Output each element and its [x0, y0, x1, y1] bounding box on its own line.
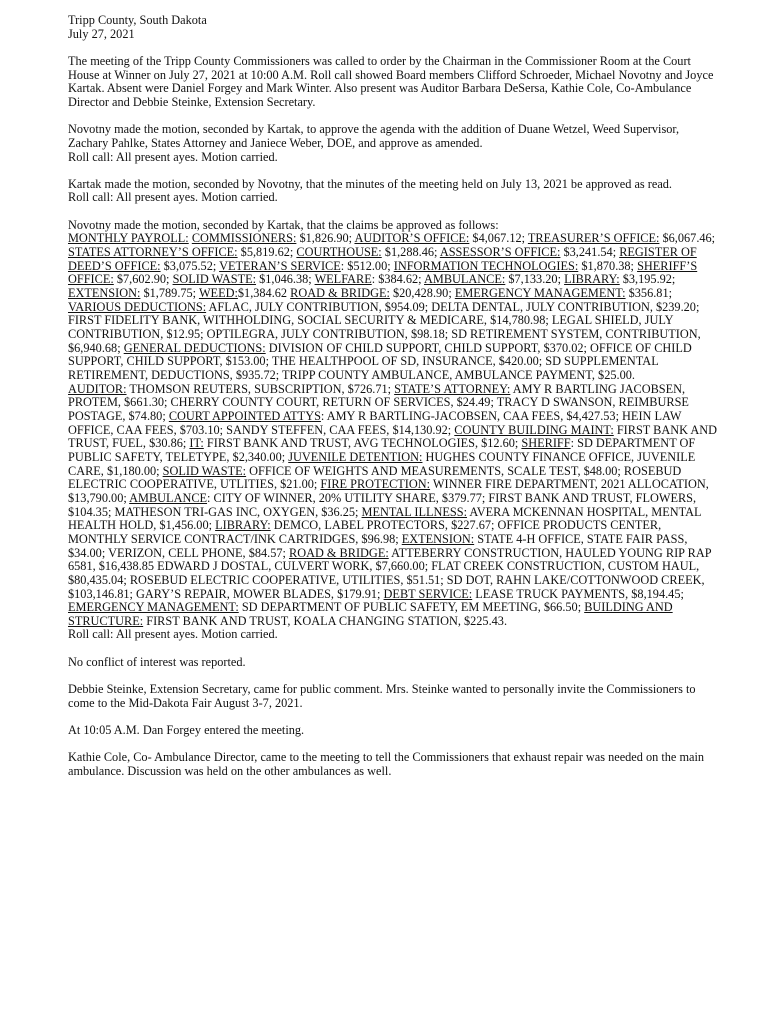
payroll-item: COMMISSIONERS: $1,826.90;	[191, 231, 355, 246]
payroll-item: AMBULANCE: $7,133.20;	[424, 272, 565, 287]
minutes-document	[68, 14, 718, 792]
payroll-item: SHERIFF’S OFFICE: $7,602.90;	[68, 258, 698, 287]
header-date: July 27, 2021	[68, 26, 135, 41]
payroll-item: STATES ATTORNEY’S OFFICE: $5,819.62;	[68, 245, 297, 260]
vendor-item: IT: FIRST BANK AND TRUST, AVG TECHNOLOGIES, $12.60;	[189, 436, 522, 451]
payroll-item: EMERGENCY MANAGEMENT: $356.81;	[454, 286, 673, 301]
payroll-item: WEED:$1,384.62	[198, 286, 291, 301]
header-county: Tripp County, South Dakota	[68, 13, 207, 27]
vendor-item: AUDITOR: THOMSON REUTERS, SUBSCRIPTION, $726.71;	[68, 381, 395, 396]
payroll-item: SOLID WASTE: $1,046.38;	[172, 272, 315, 287]
payroll-item: REGISTER OF DEED’S OFFICE: $3,075.52;	[68, 245, 697, 273]
minutes-roll-call: Roll call: All present ayes. Motion carried.	[68, 190, 278, 205]
forgey-entered-paragraph: At 10:05 A.M. Dan Forgey entered the meeting.	[68, 723, 305, 738]
claims-payroll	[68, 232, 718, 382]
agenda-roll-call: Roll call: All present ayes. Motion carried.	[68, 149, 278, 164]
claims-vendors	[68, 383, 718, 629]
vendor-item: ROAD & BRIDGE: ATTEBERRY CONSTRUCTION, HAULED YOUNG RIP RAP 6581, $16,438.85 EDWARD J DOSTAL, CULVERT WORK, $7,660.00; FLAT CREEK CONSTRUCTION, CUSTOM HAUL, $80,435.04; ROSEBUD ELECTRIC COOPERATIVE, UTILITIES, $51.51; SD DOT, RAHN LAKE/COTTONWOOD CREEK, $103,146.81; GARY’S REPAIR, MOWER BLADES, $179.91;	[68, 545, 712, 601]
payroll-item: EXTENSION: $1,789.75;	[68, 286, 199, 301]
vendor-item: STATE’S ATTORNEY: AMY R BARTLING JACOBSEN, PROTEM, $661.30; CHERRY COUNTY COURT, RETURN OF SERVICES, $24.49; TRACY D SWANSON, REIMBURSE POSTAGE, $74.80;	[68, 381, 689, 423]
vendor-item: MENTAL ILLNESS: AVERA MCKENNAN HOSPITAL, MENTAL HEALTH HOLD, $1,456.00;	[68, 504, 702, 533]
vendor-item: DEBT SERVICE: LEASE TRUCK PAYMENTS, $8,194.45;	[383, 586, 684, 601]
vendor-item: EMERGENCY MANAGEMENT: SD DEPARTMENT OF PUBLIC SAFETY, EM MEETING, $66.50;	[68, 600, 585, 615]
payroll-item: ASSESSOR’S OFFICE: $3,241.54;	[439, 245, 620, 260]
payroll-item: TREASURER’S OFFICE: $6,067.46;	[527, 231, 716, 246]
conflict-paragraph: No conflict of interest was reported.	[68, 654, 246, 669]
claims-intro: Novotny made the motion, seconded by Kartak, that the claims be approved as follows:	[68, 217, 499, 232]
payroll-item: AUDITOR’S OFFICE: $4,067.12;	[354, 231, 528, 246]
vendor-item: COURT APPOINTED ATTYS: AMY R BARTLING-JACOBSEN, CAA FEES, $4,427.53; HEIN LAW OFFICE, CAA FEES, $703.10; SANDY STEFFEN, CAA FEES, $14,130.92;	[68, 408, 682, 437]
vendor-item: SHERIFF: SD DEPARTMENT OF PUBLIC SAFETY, TELETYPE, $2,340.00;	[68, 436, 696, 464]
payroll-item: MONTHLY PAYROLL:	[68, 231, 189, 246]
vendor-item: BUILDING AND STRUCTURE: FIRST BANK AND TRUST, KOALA CHANGING STATION, $225.43.	[68, 600, 673, 628]
payroll-item: LIBRARY: $3,195.92;	[564, 272, 676, 287]
vendor-item: LIBRARY: DEMCO, LABEL PROTECTORS, $227.67; OFFICE PRODUCTS CENTER, MONTHLY SERVICE CONTRACT/INK CARTRIDGES, $96.98;	[68, 518, 662, 546]
payroll-item: INFORMATION TECHNOLOGIES: $1,870.38;	[393, 258, 638, 273]
public-comment-paragraph: Debbie Steinke, Extension Secretary, came for public comment. Mrs. Steinke wanted to personally invite the Commissioners to come to the Mid-Dakota Fair August 3-7, 2021.	[68, 682, 696, 710]
payroll-item: VETERAN’S SERVICE: $512.00;	[219, 258, 394, 273]
vendor-item: AMBULANCE: CITY OF WINNER, 20% UTILITY SHARE, $379.77; FIRST BANK AND TRUST, FLOWERS, $104.35; MATHESON TRI-GAS INC, OXYGEN, $36.25;	[68, 490, 697, 519]
vendor-item: FIRE PROTECTION: WINNER FIRE DEPARTMENT, 2021 ALLOCATION, $13,790.00;	[68, 477, 709, 505]
payroll-item: WELFARE: $384.62;	[314, 272, 424, 287]
payroll-item: COURTHOUSE: $1,288.46;	[296, 245, 440, 260]
ambulance-paragraph: Kathie Cole, Co- Ambulance Director, came to the meeting to tell the Commissioners that exhaust repair was needed on the main ambulance. Discussion was held on the other ambulances as well.	[68, 750, 705, 778]
vendor-item: EXTENSION: STATE 4-H OFFICE, STATE FAIR PASS, $34.00; VERIZON, CELL PHONE, $84.57;	[68, 531, 688, 560]
vendor-item: SOLID WASTE: OFFICE OF WEIGHTS AND MEASUREMENTS, SCALE TEST, $48.00; ROSEBUD ELECTRIC COOPERATIVE, UTLITIES, $21.00;	[68, 463, 682, 492]
payroll-item: ROAD & BRIDGE: $20,428.90;	[290, 286, 455, 301]
claims-roll-call: Roll call: All present ayes. Motion carried.	[68, 627, 278, 642]
minutes-motion: Kartak made the motion, seconded by Novotny, that the minutes of the meeting held on July 13, 2021 be approved as read.	[68, 176, 672, 191]
vendor-item: COUNTY BUILDING MAINT: FIRST BANK AND TRUST, FUEL, $30.86;	[68, 422, 718, 451]
opening-paragraph: The meeting of the Tripp County Commissioners was called to order by the Chairman in the Commissioner Room at the Court House at Winner on July 27, 2021 at 10:00 A.M. Roll call showed Board members Clifford Schroeder, Michael Novotny and Joyce Kartak. Absent were Daniel Forgey and Mark Winter. Also present was Auditor Barbara DeSersa, Kathie Cole, Co-Ambulance Director and Debbie Steinke, Extension Secretary.	[68, 53, 714, 109]
vendor-item: JUVENILE DETENTION: HUGHES COUNTY FINANCE OFFICE, JUVENILE CARE, $1,180.00;	[68, 449, 696, 478]
payroll-item: GENERAL DEDUCTIONS: DIVISION OF CHILD SUPPORT, CHILD SUPPORT, $370.02; OFFICE OF CHILD SUPPORT, CHILD SUPPORT, $153.00; THE HEALTHPOOL OF SD, INSURANCE, $420.00; SD SUPPLEMENTAL RETIREMENT, DEDUCTIONS, $935.72; TRIPP COUNTY AMBULANCE, AMBULANCE PAYMENT, $25.00.	[68, 340, 692, 382]
payroll-item: VARIOUS DEDUCTIONS: AFLAC, JULY CONTRIBUTION, $954.09; DELTA DENTAL, JULY CONTRIBUTION, $239.20; FIRST FIDELITY BANK, WITHHOLDING, SOCIAL SECURITY & MEDICARE, $14,780.98; LEGAL SHIELD, JULY CONTRIBUTION, $12.95; OPTILEGRA, JULY CONTRIBUTION, $98.18; SD RETIREMENT SYSTEM, CONTRIBUTION, $6,940.68;	[68, 299, 701, 355]
agenda-motion: Novotny made the motion, seconded by Kartak, to approve the agenda with the addition of Duane Wetzel, Weed Supervisor, Zachary Pahlke, States Attorney and Janiece Weber, DOE, and approve as amended.	[68, 122, 680, 150]
